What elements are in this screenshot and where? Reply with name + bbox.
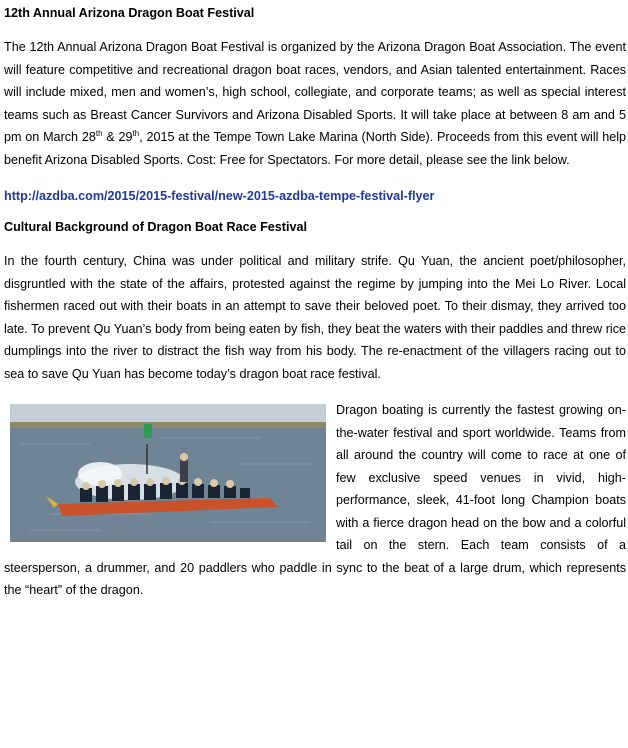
ordinal-suffix: th (95, 128, 103, 138)
dragon-boating-text: Dragon boating is currently the fastest growing on-the-water festival and sport worldwide. Teams from all around the country will come to race at one of few exclusive speed venues in vivid, high-performance, sleek, 41-foot long Champion boats with a fierce dragon head on the bow and a colorful tail on the stern. Each team consists of a steersperson, a drummer, and 20 paddlers who paddle in sync to the beat of a large drum, which represents the “heart” of the dragon. (4, 403, 626, 597)
intro-text-c: , 2015 at the Tempe Town Lake Marina (North Side). Proceeds from this event will help benefit Arizona Disabled Sports. Cost: Free for Spectators. For more detail, please see the link below. (4, 130, 627, 167)
intro-text-a: The 12th Annual Arizona Dragon Boat Festival is organized by the Arizona Dragon Boat Association. The event will feature competitive and recreational dragon boat races, vendors, and Asian talented entertainment. Races will include mixed, men and women’s, high school, collegiate, and corporate teams; as well as special interest teams such as Breast Cancer Survivors and Arizona Disabled Sports. It will take place at between 8 am and 5 pm on March 28 (4, 40, 626, 144)
intro-text-b: & 29 (102, 130, 133, 144)
intro-paragraph (4, 36, 626, 171)
dragon-boat-photo (10, 404, 326, 542)
section-heading: Cultural Background of Dragon Boat Race Festival (4, 219, 308, 234)
festival-flyer-link[interactable]: http://azdba.com/2015/2015-festival/new-2015-azdba-tempe-festival-flyer (4, 189, 435, 203)
ordinal-suffix: th (132, 128, 140, 138)
document-page (0, 2, 628, 602)
dragon-boat-race-image (10, 404, 326, 542)
doc-title: 12th Annual Arizona Dragon Boat Festival (4, 6, 255, 20)
history-paragraph: In the fourth century, China was under political and military strife. Qu Yuan, the ancient poet/philosopher, disgruntled with the state of the affairs, protested against the regime by jumping into the Mei Lo River. Local fishermen raced out with their boats in an attempt to save their beloved poet. To their dismay, they arrived too late. To prevent Qu Yuan’s body from being eaten by fish, they beat the waters with their paddles and threw rice dumplings into the river to distract the fish way from his body. The re-enactment of the villagers racing out to sea to save Qu Yuan has become today’s dragon boat race festival. (4, 254, 626, 381)
dragon-boating-paragraph (4, 399, 626, 602)
